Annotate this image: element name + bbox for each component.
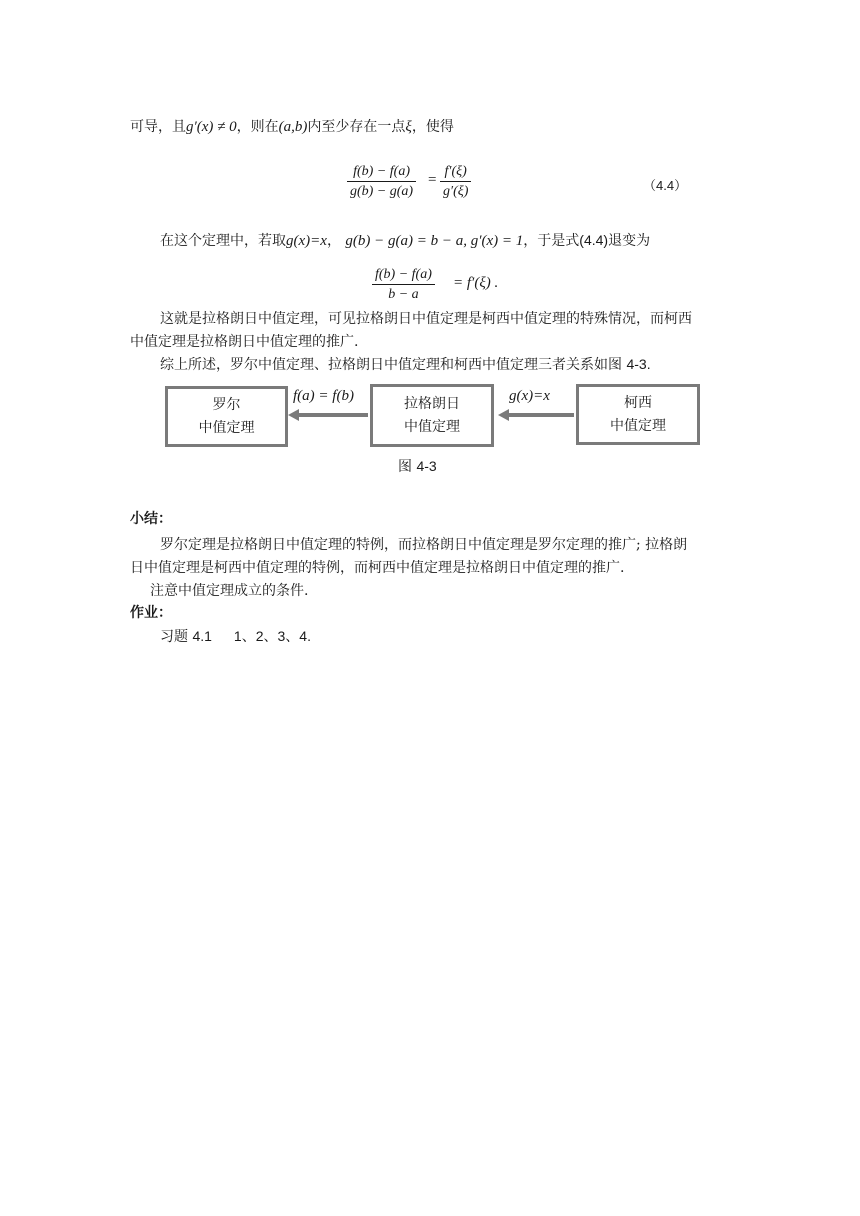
summary-line3: 注意中值定理成立的条件. — [150, 583, 309, 599]
eq2-rhs: = f′(ξ) . — [453, 275, 499, 291]
eq44-left-fraction — [347, 163, 416, 200]
intro-text-2: ，则在 — [236, 119, 279, 135]
figure-caption — [398, 455, 437, 479]
intro-interval: (a,b) — [278, 119, 308, 135]
eq44-right-bar — [440, 181, 471, 182]
homework-set: 4.1 — [192, 628, 212, 644]
summary-heading: 小结： — [130, 511, 172, 527]
arrow-left-shaft — [298, 413, 368, 417]
box-rolle — [165, 386, 288, 447]
homework-heading: 作业： — [130, 605, 172, 621]
homework-body — [160, 625, 311, 649]
box-rolle-line2: 中值定理 — [198, 419, 255, 436]
sub-text-2: ， — [326, 233, 341, 249]
intro-xi: ξ — [405, 119, 412, 135]
label-rolle-condition: f(a) = f(b) — [293, 388, 354, 404]
eq44-numerator: f(b) − f(a) — [353, 164, 410, 179]
sub-equation-ref: (4.4) — [579, 232, 609, 248]
sub-text-3: ，于是式 — [523, 233, 580, 249]
eq44-fraction-bar — [347, 181, 416, 182]
para1-line1: 这就是拉格朗日中值定理，可见拉格朗日中值定理是柯西中值定理的特殊情况，而柯西 — [160, 311, 692, 327]
box-rolle-line1: 罗尔 — [212, 396, 241, 413]
eq2-fraction-bar — [372, 284, 435, 285]
box-lagrange — [370, 384, 494, 447]
eq2-numerator: f(b) − f(a) — [375, 267, 432, 282]
sub-g-difference: g(b) − g(a) = b − a, g′(x) = 1 — [345, 233, 524, 249]
para1-line2: 中值定理是拉格朗日中值定理的推广. — [130, 334, 359, 350]
homework-prefix: 习题 — [160, 629, 193, 645]
arrow-left-head — [288, 409, 299, 421]
eq2-fraction — [372, 266, 435, 303]
sub-text-1: 在这个定理中，若取 — [160, 233, 286, 249]
intro-line — [130, 116, 454, 139]
box-cauchy-line1: 柯西 — [624, 394, 652, 411]
summary-body — [130, 534, 687, 603]
para2-figure-ref: 4-3. — [626, 356, 651, 372]
caption-number: 4-3 — [416, 458, 437, 474]
paragraph-special-case — [130, 308, 692, 354]
eq44-right-numerator: f′(ξ) — [444, 164, 467, 179]
eq44-right-denominator: g′(ξ) — [443, 184, 469, 199]
intro-text-3: 内至少存在一点 — [307, 119, 406, 135]
equation-number: （4.4） — [643, 178, 688, 193]
sub-text-4: 退变为 — [608, 233, 651, 249]
box-lagrange-line1: 拉格朗日 — [404, 395, 460, 412]
homework-items: 1、2、3、4. — [233, 628, 311, 644]
eq2-denominator: b − a — [388, 287, 419, 302]
eq44-equals: = — [428, 172, 437, 188]
arrow-right-shaft — [508, 413, 574, 417]
para2-text: 综上所述，罗尔中值定理、拉格朗日中值定理和柯西中值定理三者关系如图 — [160, 357, 627, 373]
paragraph-relation — [160, 353, 651, 377]
box-cauchy-line2: 中值定理 — [610, 417, 666, 434]
label-cauchy-substitution: g(x)=x — [509, 388, 550, 404]
summary-line2: 日中值定理是柯西中值定理的特例，而柯西中值定理是拉格朗日中值定理的推广. — [130, 560, 625, 576]
intro-text-4: ，使得 — [411, 119, 454, 135]
box-lagrange-line2: 中值定理 — [404, 418, 460, 435]
sub-g-choice: g(x)=x — [286, 233, 327, 249]
eq44-right-fraction — [440, 163, 471, 200]
arrow-right-head — [498, 409, 509, 421]
intro-condition: g′(x) ≠ 0 — [186, 119, 237, 135]
substitution-line — [160, 229, 650, 253]
box-cauchy — [576, 384, 700, 445]
eq44-denominator: g(b) − g(a) — [350, 184, 414, 199]
summary-line1: 罗尔定理是拉格朗日中值定理的特例，而拉格朗日中值定理是罗尔定理的推广; 拉格朗 — [160, 537, 688, 553]
intro-text-1: 可导，且 — [130, 119, 186, 135]
caption-prefix: 图 — [398, 459, 417, 475]
